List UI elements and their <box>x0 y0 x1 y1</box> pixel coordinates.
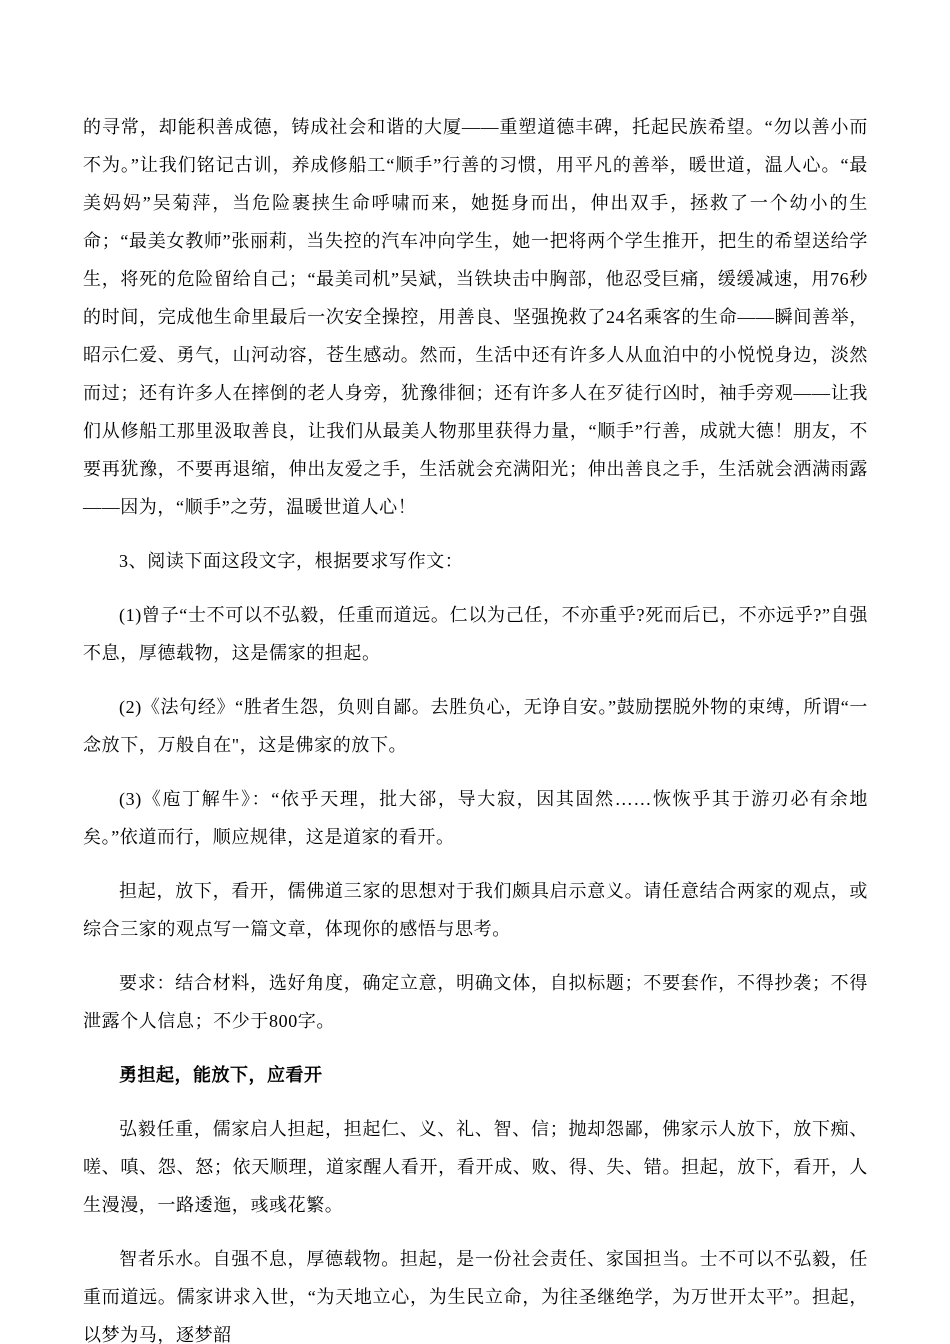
paragraph-continuation: 的寻常，却能积善成德，铸成社会和谐的大厦——重塑道德丰碑，托起民族希望。“勿以善小而不为。”让我们铭记古训，养成修船工“顺手”行善的习惯，用平凡的善举，暖世道，温人心。“最美妈妈”吴菊萍，当危险裹挟生命呼啸而来，她挺身而出，伸出双手，拯救了一个幼小的生命；“最美女教师”张丽莉，当失控的汽车冲向学生，她一把将两个学生推开，把生的希望送给学生，将死的危险留给自己；“最美司机”吴斌，当铁块击中胸部，他忍受巨痛，缓缓减速，用76秒的时间，完成他生命里最后一次安全操控，用善良、坚强挽救了24名乘客的生命——瞬间善举，昭示仁爱、勇气，山河动容，苍生感动。然而，生活中还有许多人从血泊中的小悦悦身边，淡然而过；还有许多人在摔倒的老人身旁，犹豫徘徊；还有许多人在歹徒行凶时，袖手旁观——让我们从修船工那里汲取善良，让我们从最美人物那里获得力量，“顺手”行善，成就大德！朋友，不要再犹豫，不要再退缩，伸出友爱之手，生活就会充满阳光；伸出善良之手，生活就会洒满雨露——因为，“顺手”之劳，温暖世道人心！ <box>83 117 868 517</box>
essay-title: 勇担起，能放下，应看开 <box>119 1065 323 1085</box>
paragraph-requirements: 要求：结合材料，选好角度，确定立意，明确文体，自拟标题；不要套作，不得抄袭；不得泄露个人信息；不少于800字。 <box>83 973 868 1031</box>
paragraph-quote-1: (1)曾子“士不可以不弘毅，任重而道远。仁以为己任，不亦重乎?死而后已，不亦远乎?”自强不息，厚德载物，这是儒家的担起。 <box>83 605 868 663</box>
document-body <box>83 108 868 1344</box>
paragraph-essay-1: 弘毅任重，儒家启人担起，担起仁、义、礼、智、信；抛却怨鄙，佛家示人放下，放下痴、嗟、嗔、怨、怒；依天顺理，道家醒人看开，看开成、败、得、失、错。担起，放下，看开，人生漫漫，一路逶迤，彧彧花繁。 <box>83 1119 868 1215</box>
paragraph-quote-2: (2)《法句经》“胜者生怨，负则自鄙。去胜负心，无诤自安。”鼓励摆脱外物的束缚，所谓“一念放下，万般自在"，这是佛家的放下。 <box>83 697 868 755</box>
paragraph-prompt-summary: 担起，放下，看开，儒佛道三家的思想对于我们颇具启示意义。请任意结合两家的观点，或综合三家的观点写一篇文章，体现你的感悟与思考。 <box>83 881 868 939</box>
paragraph-essay-2: 智者乐水。自强不息，厚德载物。担起，是一份社会责任、家国担当。士不可以不弘毅，任重而道远。儒家讲求入世，“为天地立心，为生民立命，为往圣继绝学，为万世开太平”。担起，以梦为马，逐梦韶 <box>83 1249 868 1344</box>
paragraph-quote-3: (3)《庖丁解牛》：“依乎天理，批大郤，导大寂，因其固然……恢恢乎其于游刃必有余地矣。”依道而行，顺应规律，这是道家的看开。 <box>83 789 868 847</box>
paragraph-prompt-number: 3、阅读下面这段文字，根据要求写作文： <box>119 551 464 571</box>
